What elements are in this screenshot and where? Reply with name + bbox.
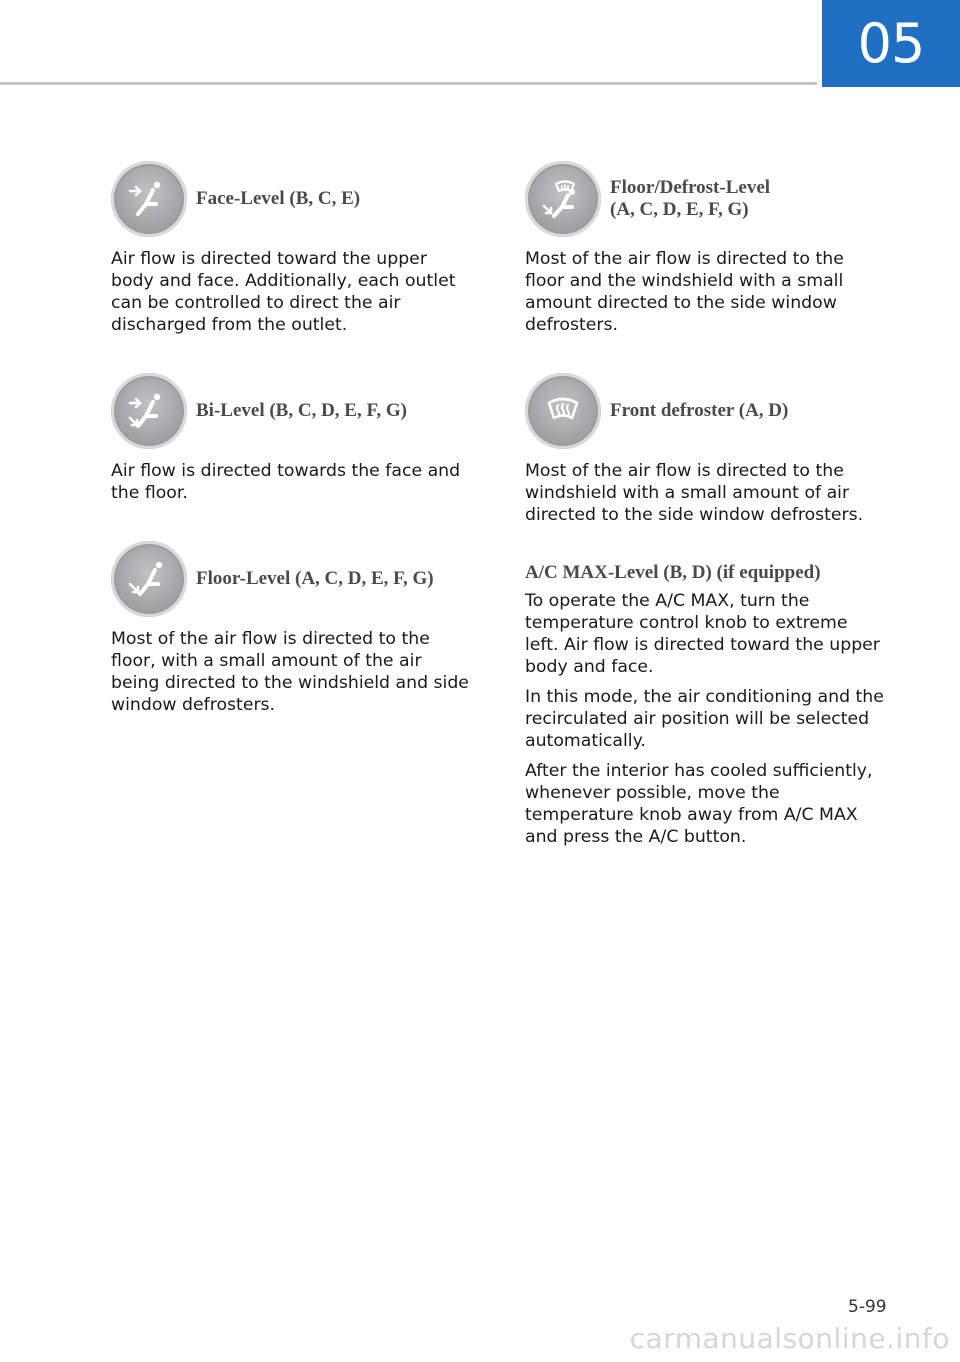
ac-max-title: A/C MAX-Level (B, D) (if equipped) bbox=[525, 562, 821, 583]
mode-floor-level bbox=[111, 540, 496, 716]
floor-level-icon bbox=[111, 541, 187, 617]
mode-title: Bi-Level (B, C, D, E, F, G) bbox=[196, 400, 407, 421]
left-column bbox=[111, 160, 496, 752]
mode-description: Most of the air flow is directed to the floor, with a small amount of the air being directed to the windshield and side window defrosters. bbox=[111, 629, 469, 715]
floor-defrost-level-icon bbox=[525, 161, 601, 237]
page-number: 5-99 bbox=[848, 1297, 887, 1317]
mode-front-defroster bbox=[525, 372, 910, 526]
front-defroster-icon bbox=[525, 373, 601, 449]
ac-max-paragraph: In this mode, the air conditioning and the recirculated air position will be selected automatically. bbox=[525, 687, 884, 751]
chapter-number: 05 bbox=[857, 12, 925, 75]
mode-description: Air flow is directed towards the face and the floor. bbox=[111, 461, 461, 503]
ac-max-paragraph: After the interior has cooled sufficiently, whenever possible, move the temperature knob away from A/C MAX and press the A/C button. bbox=[525, 761, 873, 847]
right-column bbox=[525, 160, 910, 856]
face-level-icon bbox=[111, 161, 187, 237]
chapter-tab bbox=[822, 0, 960, 87]
mode-description: Most of the air flow is directed to the windshield with a small amount of air directed to the side window defrosters. bbox=[525, 461, 864, 525]
mode-face-level bbox=[111, 160, 496, 336]
header-rule bbox=[0, 82, 817, 85]
watermark: carmanualsonline.info bbox=[629, 1322, 950, 1355]
mode-title: Floor/Defrost-Level (A, C, D, E, F, G) bbox=[610, 177, 771, 220]
mode-title: Floor-Level (A, C, D, E, F, G) bbox=[196, 568, 434, 589]
ac-max-section bbox=[525, 562, 910, 848]
mode-title: Face-Level (B, C, E) bbox=[196, 188, 361, 209]
mode-bi-level bbox=[111, 372, 496, 504]
mode-description: Air flow is directed toward the upper body and face. Additionally, each outlet can be controlled to direct the air discharged from the outlet. bbox=[111, 249, 456, 335]
mode-title: Front defroster (A, D) bbox=[610, 400, 789, 421]
ac-max-paragraph: To operate the A/C MAX, turn the temperature control knob to extreme left. Air flow is directed toward the upper body and face. bbox=[525, 591, 880, 677]
bi-level-icon bbox=[111, 373, 187, 449]
mode-description: Most of the air flow is directed to the floor and the windshield with a small amount directed to the side window defrosters. bbox=[525, 249, 844, 335]
mode-floor-defrost-level bbox=[525, 160, 910, 336]
